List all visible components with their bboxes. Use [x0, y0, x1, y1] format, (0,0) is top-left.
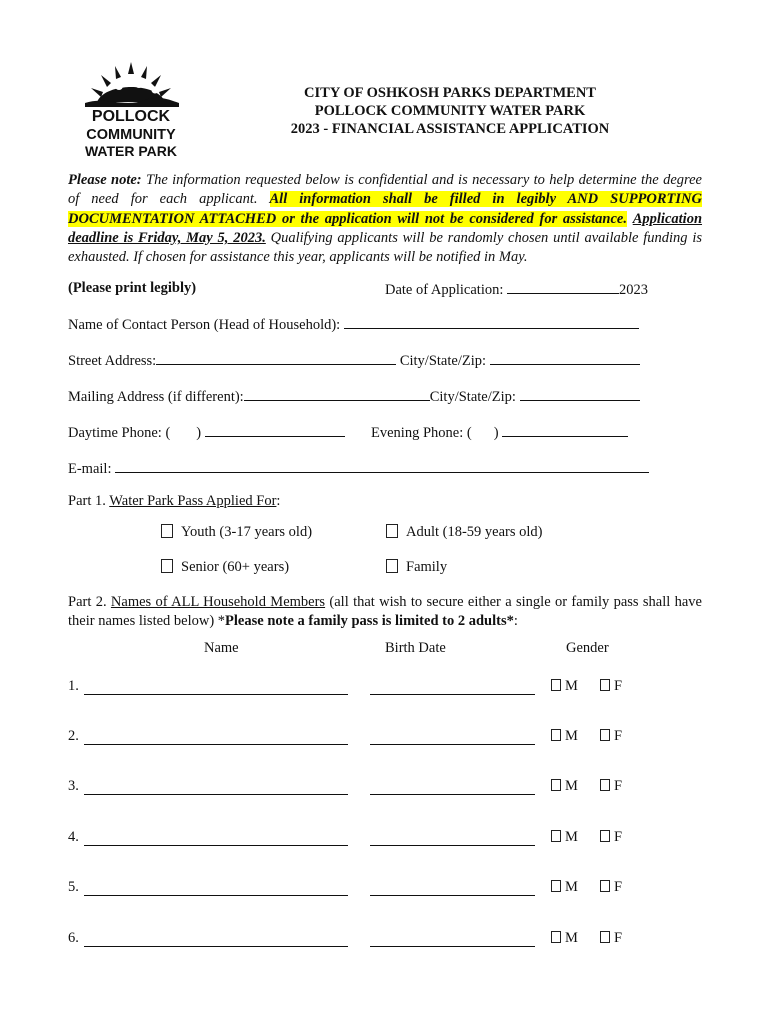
day-phone-paren: ) [196, 425, 202, 441]
mailing-city-field[interactable] [520, 387, 640, 401]
mailing-label: Mailing Address (if different): [68, 389, 244, 405]
eve-phone-label: Evening Phone: ( [371, 425, 472, 441]
option-adult[interactable] [386, 524, 543, 541]
checkbox-female[interactable] [600, 729, 610, 741]
gender-male[interactable] [551, 678, 578, 695]
part1-heading [68, 493, 280, 510]
logo-line3: WATER PARK [84, 143, 178, 159]
header-line1: CITY OF OSHKOSH PARKS DEPARTMENT [304, 85, 596, 101]
part1-title: Water Park Pass Applied For [109, 493, 277, 509]
email-field[interactable] [115, 459, 649, 473]
part2-text: (all that wish to secure either a single or family pass shall have their names listed below) * [68, 594, 702, 629]
row-number-label: 4. [68, 829, 79, 845]
city-field[interactable] [490, 351, 640, 365]
row-number-label: 3. [68, 778, 79, 794]
female-label: F [614, 879, 623, 895]
date-of-application [385, 280, 648, 299]
gender-male[interactable] [551, 778, 578, 795]
date-field[interactable] [507, 280, 619, 294]
part2-heading [68, 593, 702, 631]
male-label: M [565, 728, 578, 744]
checkbox-male[interactable] [551, 729, 561, 741]
row-number-label: 6. [68, 930, 79, 946]
logo-line1: POLLOCK [91, 108, 171, 125]
checkbox-female[interactable] [600, 931, 610, 943]
option-family-label: Family [406, 559, 448, 575]
option-family[interactable] [386, 559, 447, 576]
row-number-label: 1. [68, 678, 79, 694]
checkbox-male[interactable] [551, 880, 561, 892]
male-label: M [565, 678, 578, 694]
gender-female[interactable] [600, 930, 622, 947]
checkbox-family[interactable] [386, 559, 398, 573]
note-label: Please note: [68, 172, 142, 188]
member-name-field[interactable] [84, 933, 348, 947]
member-birthdate-field[interactable] [370, 933, 535, 947]
checkbox-male[interactable] [551, 679, 561, 691]
option-youth-label: Youth (3-17 years old) [181, 524, 313, 540]
email-label: E-mail: [68, 461, 112, 477]
gender-female[interactable] [600, 879, 622, 896]
option-senior[interactable] [161, 559, 289, 576]
checkbox-male[interactable] [551, 931, 561, 943]
note-deadline: Application deadline is Friday, May 5, 2023. [68, 210, 703, 246]
gender-female[interactable] [600, 678, 622, 695]
col-name-header: Name [204, 640, 239, 656]
part2-colon: : [513, 613, 518, 629]
part1-prefix: Part 1. [68, 493, 110, 509]
day-phone-field[interactable] [205, 423, 345, 437]
male-label: M [565, 879, 578, 895]
row-number [68, 778, 79, 795]
female-label: F [614, 930, 623, 946]
member-birthdate-field[interactable] [370, 882, 535, 896]
part2-title: Names of ALL Household Members [110, 594, 326, 610]
checkbox-female[interactable] [600, 880, 610, 892]
eve-phone-field[interactable] [502, 423, 628, 437]
checkbox-female[interactable] [600, 830, 610, 842]
member-name-field[interactable] [84, 731, 348, 745]
female-label: F [614, 778, 623, 794]
gender-male[interactable] [551, 930, 578, 947]
member-birthdate-field[interactable] [370, 681, 535, 695]
col-birth-header: Birth Date [385, 640, 446, 656]
row-number [68, 829, 79, 846]
city-label2: City/State/Zip: [429, 389, 516, 405]
option-senior-label: Senior (60+ years) [181, 559, 290, 575]
gender-male[interactable] [551, 728, 578, 745]
checkbox-senior[interactable] [161, 559, 173, 573]
row-number [68, 930, 79, 947]
checkbox-male[interactable] [551, 779, 561, 791]
female-label: F [614, 678, 623, 694]
part2-bold: Please note a family pass is limited to 2 adults* [225, 613, 514, 629]
date-year: 2023 [619, 282, 649, 298]
female-label: F [614, 728, 623, 744]
gender-male[interactable] [551, 829, 578, 846]
col-gender-header: Gender [566, 640, 609, 656]
header-line2: POLLOCK COMMUNITY WATER PARK [314, 103, 586, 119]
checkbox-female[interactable] [600, 679, 610, 691]
option-adult-label: Adult (18-59 years old) [406, 524, 543, 540]
part2-prefix: Part 2. [68, 594, 111, 610]
print-legibly-label: (Please print legibly) [68, 280, 197, 296]
checkbox-female[interactable] [600, 779, 610, 791]
contact-row [68, 315, 639, 334]
contact-label: Name of Contact Person (Head of Household): [68, 317, 341, 333]
gender-female[interactable] [600, 728, 622, 745]
male-label: M [565, 930, 578, 946]
street-row [68, 351, 640, 370]
street-label: Street Address: [68, 353, 157, 369]
checkbox-male[interactable] [551, 830, 561, 842]
evening-phone-row [371, 423, 628, 442]
mailing-field[interactable] [244, 387, 430, 401]
note-text1: The information requested below is confidential and is necessary to help determine the degree of need for each applicant. [68, 172, 702, 208]
street-field[interactable] [156, 351, 396, 365]
row-number [68, 728, 79, 745]
male-label: M [565, 829, 578, 845]
note-paragraph [68, 171, 702, 267]
member-name-field[interactable] [84, 882, 348, 896]
member-birthdate-field[interactable] [370, 731, 535, 745]
row-number [68, 678, 79, 695]
member-name-field[interactable] [84, 681, 348, 695]
checkbox-youth[interactable] [161, 524, 173, 538]
date-label: Date of Application: [385, 282, 504, 298]
checkbox-adult[interactable] [386, 524, 398, 538]
option-youth[interactable] [161, 524, 312, 541]
daytime-phone-row [68, 423, 345, 442]
contact-field[interactable] [344, 315, 639, 329]
mailing-row [68, 387, 640, 406]
member-birthdate-field[interactable] [370, 781, 535, 795]
logo-line2: COMMUNITY [86, 127, 176, 143]
note-text2: Qualifying applicants will be randomly chosen until available funding is exhausted. If chosen for assistance this year, applicants will be notified in May. [68, 229, 702, 266]
eve-phone-paren: ) [493, 425, 499, 441]
member-name-field[interactable] [84, 781, 348, 795]
gender-female[interactable] [600, 778, 622, 795]
row-number-label: 5. [68, 879, 79, 895]
member-birthdate-field[interactable] [370, 832, 535, 846]
gender-female[interactable] [600, 829, 622, 846]
day-phone-label: Daytime Phone: ( [68, 425, 171, 441]
female-label: F [614, 829, 623, 845]
row-number-label: 2. [68, 728, 79, 744]
note-highlight: All information shall be filled in legibly AND SUPPORTING DOCUMENTATION ATTACHED or the application will not be considered for assistance. [68, 191, 702, 227]
city-label: City/State/Zip: [399, 353, 487, 369]
row-number [68, 879, 79, 896]
part1-colon: : [276, 493, 281, 509]
email-row [68, 459, 649, 478]
male-label: M [565, 778, 578, 794]
gender-male[interactable] [551, 879, 578, 896]
header-line3: 2023 - FINANCIAL ASSISTANCE APPLICATION [290, 121, 610, 137]
member-name-field[interactable] [84, 832, 348, 846]
